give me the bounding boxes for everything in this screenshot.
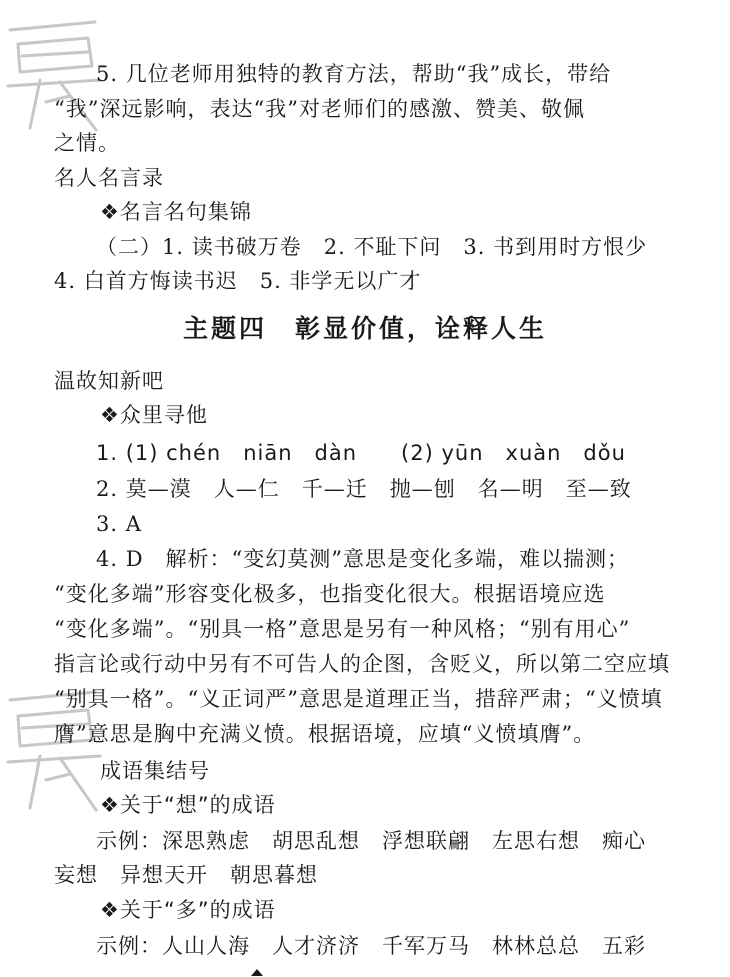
answer-4-line-5: “别具一格”。“义正词严”意思是道理正当，措辞严肃；“义愤填	[54, 687, 663, 711]
section-title-review: 温故知新吧	[54, 369, 164, 393]
subsection-search: ❖众里寻他	[100, 403, 208, 427]
page-mark-icon	[250, 967, 264, 977]
subsection-many-idioms: ❖关于“多”的成语	[100, 898, 276, 922]
quotes-answer-line-2: 4. 白首方悔读书迟 5. 非学无以广才	[54, 269, 422, 293]
answer-4-line-4: 指言论或行动中另有不可告人的企图，含贬义，所以第二空应填	[54, 652, 670, 676]
subsection-think-idioms: ❖关于“想”的成语	[100, 793, 276, 817]
answer-5-line-3: 之情。	[54, 131, 120, 155]
think-idioms-line-1: 示例：深思熟虑 胡思乱想 浮想联翩 左思右想 痴心	[96, 829, 646, 853]
answer-5-line-1: 5. 几位老师用独特的教育方法，帮助“我”成长，带给	[96, 62, 612, 86]
section-title-quotes: 名人名言录	[54, 166, 164, 190]
answer-4-line-6: 膺”意思是胸中充满义愤。根据语境，应填“义愤填膺”。	[54, 722, 596, 746]
answer-4-line-1: 4. D 解析：“变幻莫测”意思是变化多端，难以揣测；	[96, 547, 630, 571]
think-idioms-line-2: 妄想 异想天开 朝思暮想	[54, 863, 318, 887]
many-idioms-line-1: 示例：人山人海 人才济济 千军万马 林林总总 五彩	[96, 934, 646, 958]
answer-4-line-2: “变化多端”形容变化极多，也指变化很大。根据语境应选	[54, 582, 606, 606]
answer-2-corrections: 2. 莫—漠 人—仁 千—迁 抛—刨 名—明 至—致	[96, 477, 632, 501]
quotes-answer-line-1: （二）1. 读书破万卷 2. 不耻下问 3. 书到用时方恨少	[96, 235, 648, 259]
answer-3: 3. A	[96, 512, 142, 536]
answer-5-line-2: “我”深远影响，表达“我”对老师们的感激、赞美、敬佩	[54, 97, 585, 121]
answer-4-line-3: “变化多端”。“别具一格”意思是另有一种风格；“别有用心”	[54, 617, 631, 641]
theme-heading: 主题四 彰显价值，诠释人生	[182, 314, 547, 343]
subsection-quotes-collection: ❖名言名句集锦	[100, 200, 252, 224]
section-title-idioms: 成语集结号	[100, 759, 210, 783]
answer-1-pinyin: 1. (1) chén niān dàn (2) yūn xuàn dǒu	[96, 441, 626, 465]
